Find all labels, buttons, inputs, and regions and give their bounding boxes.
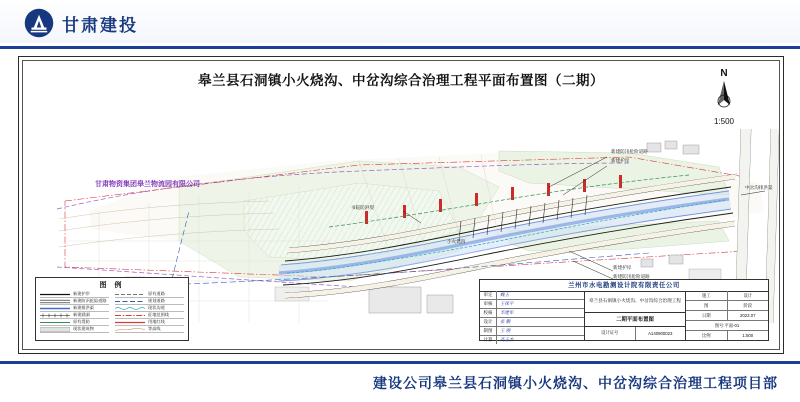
page-label: 图号:平面-01 xyxy=(714,322,740,328)
drawing-sheet xyxy=(18,56,784,354)
sheet-numbers xyxy=(585,327,685,340)
signature-row xyxy=(480,318,584,327)
signature-name: 魏玉 xyxy=(500,292,509,297)
scale-label: 比例 xyxy=(686,331,728,340)
legend-items xyxy=(40,291,184,337)
legend-label: 等高线 xyxy=(148,326,161,331)
footer-project-title: 建设公司皋兰县石洞镇小火烧沟、中岔沟综合治理工程项目部 xyxy=(373,375,778,391)
legend-item xyxy=(40,291,109,298)
map-annotation-3: 新建防汛抢险道路 xyxy=(613,274,650,279)
signature-column xyxy=(480,291,585,340)
meta-row xyxy=(686,291,768,301)
role-value: 阶段 xyxy=(743,302,753,308)
legend-item xyxy=(40,298,109,305)
signature-row xyxy=(480,336,584,344)
legend-item xyxy=(115,298,184,305)
signature-name: 王 刚 xyxy=(500,328,511,333)
stage-value: 图 xyxy=(686,301,728,310)
company-logo xyxy=(24,8,138,38)
legend-label: 征地范围线 xyxy=(148,312,169,317)
sheet-inner-border xyxy=(22,60,780,350)
legend-title: 图 例 xyxy=(99,282,125,289)
map-annotation-5: 中岔沟排洪渠 xyxy=(745,185,773,190)
line-solid-black-icon xyxy=(40,292,70,297)
north-label: N xyxy=(720,68,728,79)
map-annotation-4: 书院防洪堤 xyxy=(351,205,374,210)
legend-label: 用地红线 xyxy=(148,319,165,324)
line-double-black-icon xyxy=(40,299,70,304)
line-hatch-black-icon xyxy=(40,313,70,318)
legend-item xyxy=(115,326,184,333)
line-solid-red-icon xyxy=(115,320,145,325)
page-header xyxy=(0,0,800,49)
legend-item xyxy=(40,305,109,312)
signature-row xyxy=(480,300,584,309)
meta-row xyxy=(686,331,768,340)
legend-item xyxy=(115,312,184,319)
legend-label: 新建防汛抢险道路 xyxy=(73,298,107,303)
legend-label: 新建排洪渠 xyxy=(73,305,94,310)
design-no-label: 设计证号 xyxy=(585,327,636,340)
legend-item xyxy=(115,291,184,298)
signature-name: 王保平 xyxy=(500,301,514,306)
signature-name: 张 鹏 xyxy=(500,319,511,324)
signature-row xyxy=(480,309,584,318)
project-name: 皋兰县石洞镇小火烧沟、中岔沟综合治理工程 xyxy=(585,291,685,313)
legend-box xyxy=(35,277,189,341)
map-watermark: 甘肃物资集团皋兰物流园有限公司 xyxy=(95,181,200,188)
legend-item xyxy=(115,305,184,312)
date-value: 2023.07 xyxy=(739,313,756,318)
design-institute-name: 兰州市水电勘测设计院有限责任公司 xyxy=(480,280,768,292)
legend-label: 规划道路 xyxy=(148,298,165,303)
legend-label: 现状建筑物 xyxy=(73,326,94,331)
map-scale: 1:500 xyxy=(713,117,735,126)
legend-label: 原有堤防 xyxy=(73,319,90,324)
title-block xyxy=(479,279,769,341)
signature-role: 计算 xyxy=(480,336,497,344)
design-no-value: A140900023 xyxy=(648,330,673,336)
meta-row xyxy=(686,321,768,331)
line-dash-gray-icon xyxy=(115,292,145,297)
sheet-name: 二期平面布置图 xyxy=(585,313,685,327)
signature-row xyxy=(480,291,584,300)
scale-value: 1:500 xyxy=(742,333,754,338)
map-annotation-0: 新建防汛抢险道路 xyxy=(611,149,648,154)
meta-row xyxy=(686,311,768,321)
signature-name: 李建军 xyxy=(500,310,514,315)
signature-name: 高玉杰 xyxy=(500,337,514,342)
map-annotation-1: 新建护岸 xyxy=(611,158,630,163)
legend-label: 原有道路 xyxy=(148,291,165,296)
line-solid-green-icon xyxy=(40,320,70,325)
north-arrow-block xyxy=(697,68,751,126)
compass-icon xyxy=(697,79,751,111)
signature-role: 设计 xyxy=(480,318,497,326)
legend-item xyxy=(40,312,109,319)
legend-label: 新建涵洞 xyxy=(73,312,90,317)
line-dashdot-red-icon xyxy=(115,313,145,318)
date-label: 日期 xyxy=(686,311,728,320)
project-column xyxy=(585,291,686,340)
drawing-title: 皋兰县石洞镇小火烧沟、中岔沟综合治理工程平面布置图（二期） xyxy=(198,73,604,88)
legend-label: 现状沟道 xyxy=(148,305,165,310)
meta-row xyxy=(686,301,768,311)
legend-item xyxy=(40,319,109,326)
legend-item xyxy=(115,319,184,326)
signature-role: 制图 xyxy=(480,327,497,335)
line-thin-brown-icon xyxy=(115,327,145,332)
meta-column xyxy=(686,291,768,340)
fill-gray-icon xyxy=(40,327,70,332)
line-wave-cyan-icon xyxy=(115,306,145,311)
line-solid-blue-icon xyxy=(40,306,70,311)
map-annotation-6: 小火烧沟 xyxy=(447,239,466,244)
line-dash-blue-icon xyxy=(115,299,145,304)
legend-label: 新建护岸 xyxy=(73,291,90,296)
signature-role: 审核 xyxy=(480,300,497,308)
legend-item xyxy=(40,326,109,333)
signature-row xyxy=(480,327,584,336)
role-label: 设计 xyxy=(743,292,753,298)
company-name: 甘肃建投 xyxy=(62,15,138,35)
page-footer xyxy=(0,361,800,402)
signature-role: 审定 xyxy=(480,291,497,299)
title-block-body xyxy=(480,291,768,340)
stage-label: 施工 xyxy=(686,291,728,300)
construction-logo-icon xyxy=(24,8,54,38)
signature-role: 校核 xyxy=(480,309,497,317)
map-annotation-2: 新建护岸 xyxy=(613,265,632,270)
